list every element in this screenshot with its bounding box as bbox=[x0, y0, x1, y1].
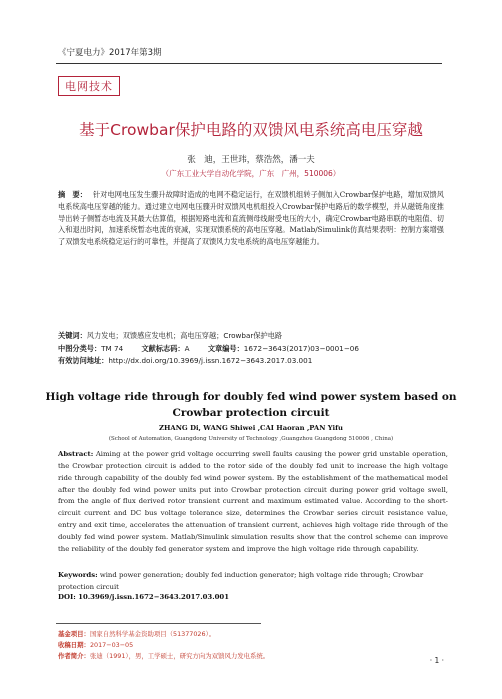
abstract-en-text: Aiming at the power grid voltage occurring swell faults causing the power grid unstable operation, the Crowbar protection circuit is added to the rotor side of the doubly fed unit to increase the high voltage ride through capability of the doubly fed wind power system. By the establishment of the mathematical model after the doubly fed wind power units put into Crowbar protection circuit during power grid voltage swell, from the angle of flux derived rotor transient current and maximum estimated value. According to the short- circuit current and DC bus voltage tolerance size, determines the Crowbar series circuit resistance value, entry and exit time, accelerates the attenuation of transient current, achieves high voltage ride through of the doubly fed wind power system. Matlab/Simulink simulation results show that the control scheme can improve the reliability of the doubly fed generator system and improve the high voltage ride through capability. bbox=[58, 450, 448, 553]
doi-en-label: DOI: bbox=[58, 593, 76, 601]
abstract-en bbox=[58, 449, 448, 556]
clc-value: TM 74 bbox=[101, 344, 124, 353]
abstract-cn-label: 摘 要： bbox=[58, 190, 88, 199]
author-bio-label: 作者简介： bbox=[58, 652, 90, 660]
title-en-line-2: Crowbar protection circuit bbox=[172, 407, 330, 419]
doi-cn bbox=[58, 356, 448, 366]
doi-cn-link[interactable]: http://dx.doi.org/10.3969/j.issn.1672−3643.2017.03.001 bbox=[108, 356, 313, 365]
header-rule bbox=[56, 63, 442, 64]
keywords-en-text: wind power generation; doubly fed induction generator; high voltage ride through; Crowbar protection circuit bbox=[58, 571, 424, 591]
keywords-cn-label: 关键词： bbox=[58, 331, 87, 340]
keywords-en bbox=[58, 570, 448, 594]
clc-label: 中图分类号： bbox=[58, 344, 102, 353]
classification-line bbox=[58, 344, 448, 354]
keywords-cn-text: 风力发电；双馈感应发电机；高电压穿越；Crowbar保护电路 bbox=[86, 331, 283, 340]
footnote-date bbox=[58, 640, 133, 649]
author-bio-text: 张迪（1991），男，工学硕士，研究方向为双馈风力发电系统。 bbox=[89, 652, 270, 660]
affiliation-cn: （广东工业大学自动化学院，广东 广州，510006） bbox=[161, 169, 341, 178]
page-number: · 1 · bbox=[429, 656, 444, 665]
authors-cn: 张 迪，王世玮，蔡浩然，潘一夫 bbox=[187, 155, 315, 165]
date-label: 收稿日期： bbox=[58, 641, 90, 649]
date-text: 2017−03−05 bbox=[89, 641, 134, 649]
keywords-cn bbox=[58, 331, 448, 341]
paper-title-en bbox=[0, 389, 502, 421]
doc-code-label: 文献标志码： bbox=[141, 344, 185, 353]
article-number-label: 文章编号： bbox=[207, 344, 244, 353]
footnote-rule bbox=[56, 623, 261, 624]
keywords-en-label: Keywords: bbox=[58, 571, 98, 579]
authors-en: ZHANG Di, WANG Shiwei ,CAI Haoran ,PAN Yifu bbox=[159, 424, 343, 432]
abstract-en-label: Abstract: bbox=[58, 450, 94, 458]
doi-en bbox=[58, 593, 229, 601]
section-tag: 电网技术 bbox=[58, 76, 120, 96]
doi-cn-label: 有效访问地址： bbox=[58, 356, 109, 365]
article-number-value: 1672−3643(2017)03−0001−06 bbox=[243, 344, 359, 353]
journal-issue-header: 《宁夏电力》2017年第3期 bbox=[58, 48, 162, 58]
title-en-line-1: High voltage ride through for doubly fed wind power system based on bbox=[45, 391, 457, 403]
abstract-cn bbox=[58, 189, 444, 248]
doi-en-value: 10.3969/j.issn.1672−3643.2017.03.001 bbox=[78, 593, 229, 601]
footnote-fund bbox=[58, 629, 215, 638]
footnote-author bbox=[58, 651, 269, 660]
abstract-cn-text: 针对电网电压发生骤升故障时造成的电网不稳定运行，在双馈机组转子侧加入Crowbar保护电路，增加双馈风电系统高电压穿越的能力。通过建立电网电压骤升时双馈风电机组投入Crowbar保护电路后的数学模型，并从磁链角度推导出转子侧暂态电流及其最大估算值，根据短路电流和直流侧母线耐受电压的大小，确定Crowbar电路串联的电阻值、切入和退出时间，加速系统暂态电流的衰减，实现双馈系统的高电压穿越。Matlab/Simulink仿真结果表明：控制方案增强了双馈发电系统稳定运行的可靠性，并提高了双馈风力发电系统的高电压穿越能力。 bbox=[58, 190, 444, 247]
fund-text: 国家自然科学基金资助项目（51377026）。 bbox=[89, 630, 216, 638]
paper-title-cn: 基于Crowbar保护电路的双馈风电系统高电压穿越 bbox=[79, 121, 423, 139]
doc-code-value: A bbox=[184, 344, 190, 353]
affiliation-en: (School of Automation, Guangdong University of Technology ,Guangzhou Guangdong 510006 , China) bbox=[108, 436, 394, 442]
fund-label: 基金项目： bbox=[58, 630, 90, 638]
